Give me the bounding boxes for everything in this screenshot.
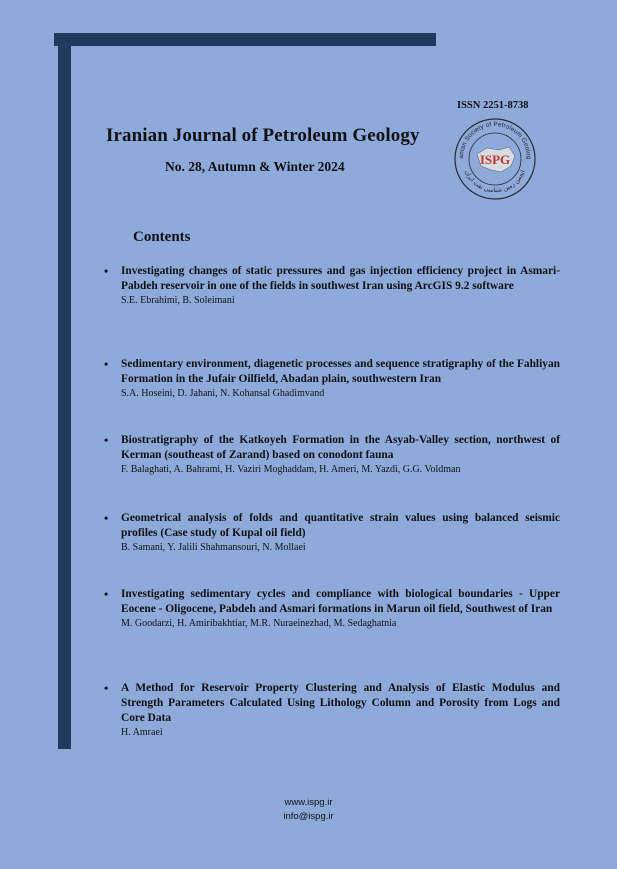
bullet-icon: • [104,681,109,695]
toc-item [104,587,560,631]
ispg-logo [447,114,545,202]
cover-frame-top [54,33,436,46]
cover-frame-left [58,33,71,749]
footer-email: info@ispg.ir [283,811,334,822]
logo-persian-text: انجمن زمین شناسی نفت ایران [463,169,527,195]
article-authors: B. Samani, Y. Jalili Shahmansouri, N. Mollaei [121,542,306,553]
bullet-icon: • [104,433,109,447]
article-title: Investigating sedimentary cycles and compliance with biological boundaries - Upper Eocene - Oligocene, Pabdeh and Asmari formations in Marun oil field, Southwest of Iran [121,588,560,615]
article-authors: S.A. Hoseini, D. Jahani, N. Kohansal Ghadimvand [121,388,325,399]
article-title: A Method for Reservoir Property Clustering and Analysis of Elastic Modulus and Strength Parameters Calculated Using Lithology Column and Porosity from Logs and Core Data [121,682,560,724]
issn: ISSN 2251-8738 [457,100,529,111]
journal-title: Iranian Journal of Petroleum Geology [106,125,420,146]
article-title: Investigating changes of static pressures and gas injection efficiency project in Asmari-Pabdeh reservoir in one of the fields in southwest Iran using ArcGIS 9.2 software [121,265,560,292]
logo-center-text: ISPG [479,152,511,167]
bullet-icon: • [104,357,109,371]
article-title: Geometrical analysis of folds and quantitative strain values using balanced seismic profiles (Case study of Kupal oil field) [121,512,560,539]
article-authors: H. Amraei [121,727,163,738]
article-title: Sedimentary environment, diagenetic processes and sequence stratigraphy of the Fahliyan Formation in the Jufair Oilfield, Abadan plain, southwestern Iran [121,358,560,385]
toc-item [104,357,560,401]
article-authors: M. Goodarzi, H. Amiribakhtiar, M.R. Nuraeinezhad, M. Sedaghatnia [121,618,397,629]
article-authors: S.E. Ebrahimi, B. Soleimani [121,295,235,306]
bullet-icon: • [104,511,109,525]
toc-item [104,264,560,308]
article-authors: F. Balaghati, A. Bahrami, H. Vaziri Moghaddam, H. Ameri, M. Yazdi, G.G. Voldman [121,464,461,475]
bullet-icon: • [104,264,109,278]
toc-item [104,433,560,477]
article-title: Biostratigraphy of the Katkoyeh Formation in the Asyab-Valley section, northwest of Kerman (southeast of Zarand) based on conodont fauna [121,434,560,461]
toc-item [104,681,560,740]
contents-heading: Contents [133,229,191,245]
footer-website: www.ispg.ir [284,797,333,808]
issue-info: No. 28, Autumn & Winter 2024 [165,159,345,174]
toc-item [104,511,560,555]
bullet-icon: • [104,587,109,601]
logo-ring-text: anian Society of Petroleum Geolog [457,120,533,160]
